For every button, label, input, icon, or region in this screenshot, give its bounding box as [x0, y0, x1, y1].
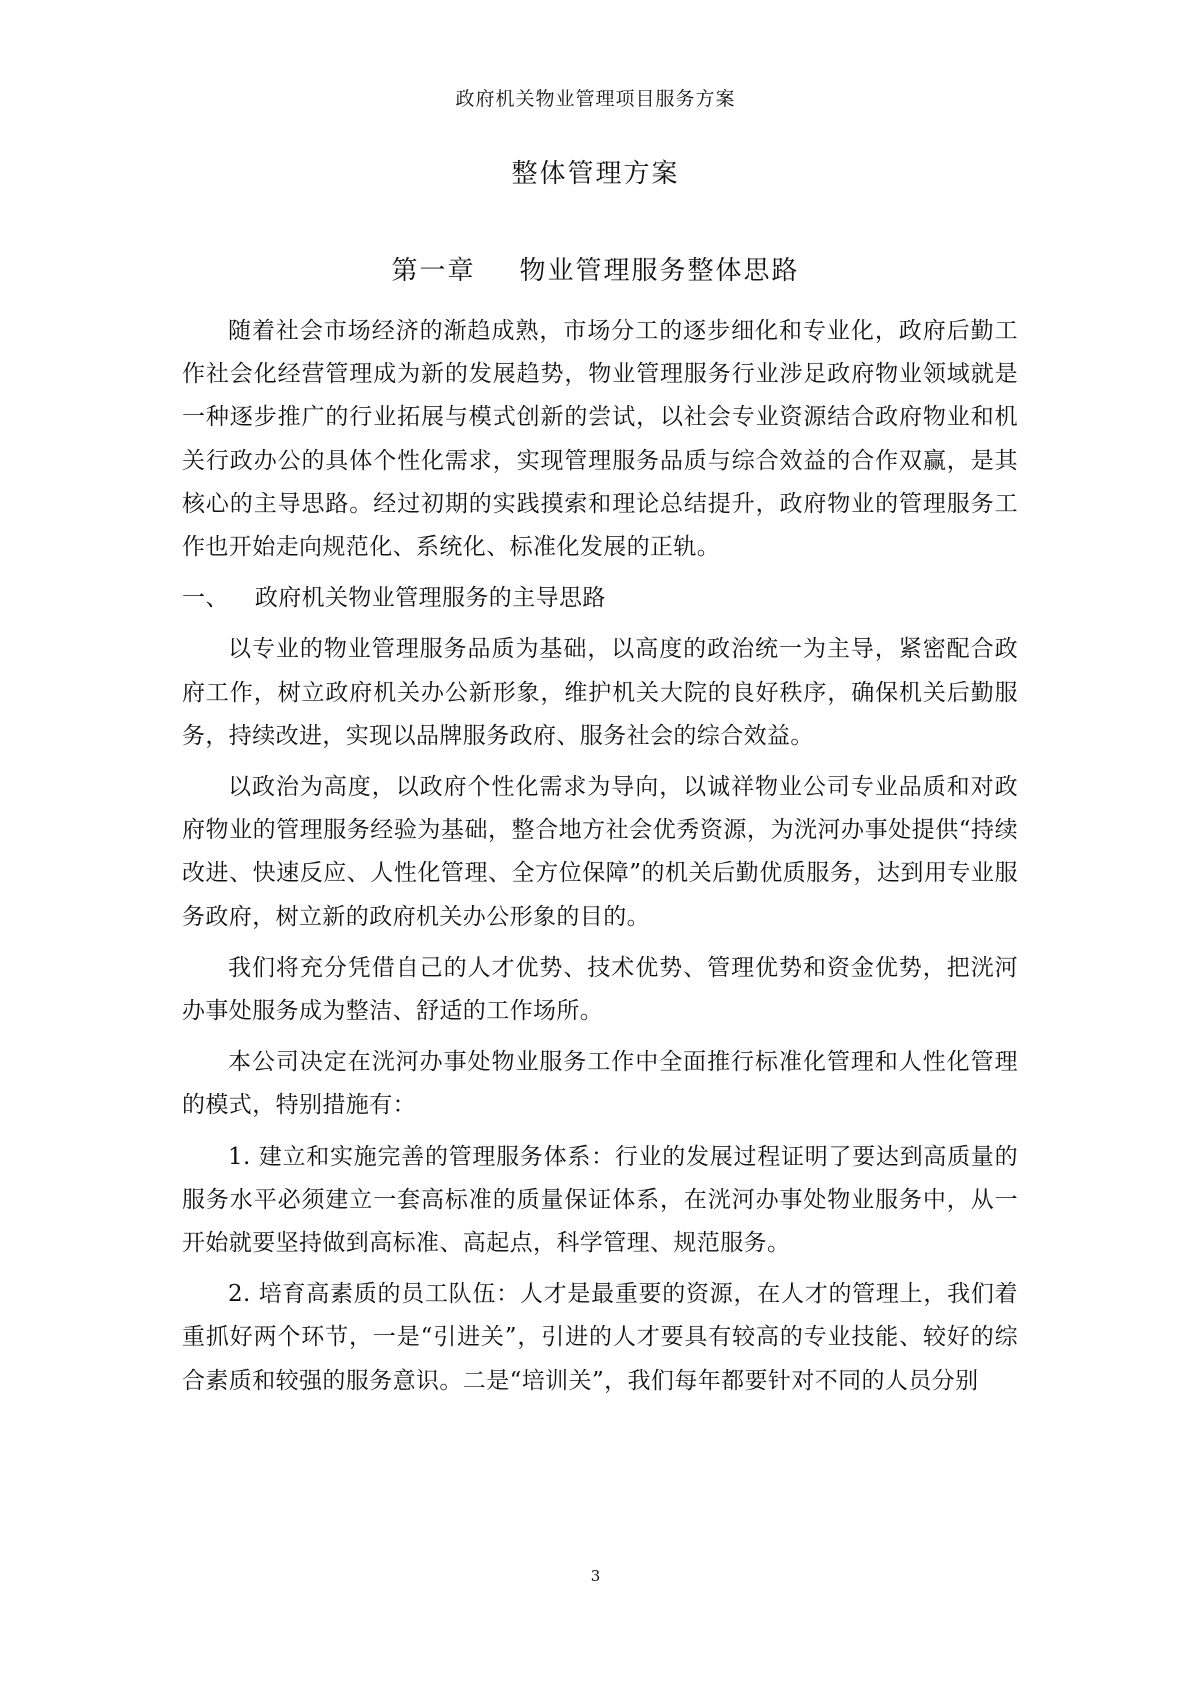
- chapter-title: 物业管理服务整体思路: [519, 256, 800, 286]
- document-body: [182, 296, 1018, 1411]
- section-number: 一、: [182, 585, 229, 612]
- chapter-heading: [0, 250, 1191, 287]
- chapter-number: 第一章: [391, 256, 476, 286]
- numbered-paragraph: 2. 培育高素质的员工队伍：人才是最重要的资源，在人才的管理上，我们着重抓好两个环节，一是“引进关”，引进的人才要具有较高的专业技能、较好的综合素质和较强的服务意识。二是“培训关”，我们每年都要针对不同的人员分别: [182, 1281, 1018, 1394]
- body-paragraph: 以专业的物业管理服务品质为基础，以高度的政治统一为主导，紧密配合政府工作，树立政府机关办公新形象，维护机关大院的良好秩序，确保机关后勤服务，持续改进，实现以品牌服务政府、服务社会的综合效益。: [182, 636, 1018, 749]
- document-title: 整体管理方案: [511, 159, 680, 189]
- running-header: 政府机关物业管理项目服务方案: [455, 88, 736, 110]
- body-paragraph: 我们将充分凭借自己的人才优势、技术优势、管理优势和资金优势，把洸河办事处服务成为整洁、舒适的工作场所。: [182, 954, 1018, 1025]
- section-title: 政府机关物业管理服务的主导思路: [254, 585, 606, 612]
- section-heading: [182, 577, 1018, 620]
- page-number: 3: [590, 1567, 601, 1585]
- body-paragraph: 以政治为高度，以政府个性化需求为导向，以诚祥物业公司专业品质和对政府物业的管理服务经验为基础，整合地方社会优秀资源，为洸河办事处提供“持续改进、快速反应、人性化管理、全方位保障”的机关后勤优质服务，达到用专业服务政府，树立新的政府机关办公形象的目的。: [182, 774, 1018, 930]
- intro-paragraph: 随着社会市场经济的渐趋成熟，市场分工的逐步细化和专业化，政府后勤工作社会化经营管理成为新的发展趋势，物业管理服务行业涉足政府物业领域就是一种逐步推广的行业拓展与模式创新的尝试，以社会专业资源结合政府物业和机关行政办公的具体个性化需求，实现管理服务品质与综合效益的合作双赢，是其核心的主导思路。经过初期的实践摸索和理论总结提升，政府物业的管理服务工作也开始走向规范化、系统化、标准化发展的正轨。: [182, 318, 1018, 561]
- body-paragraph: 本公司决定在洸河办事处物业服务工作中全面推行标准化管理和人性化管理的模式，特别措施有：: [182, 1049, 1018, 1119]
- numbered-paragraph: 1. 建立和实施完善的管理服务体系：行业的发展过程证明了要达到高质量的服务水平必须建立一套高标准的质量保证体系，在洸河办事处物业服务中，从一开始就要坚持做到高标准、高起点，科学管理、规范服务。: [182, 1143, 1018, 1257]
